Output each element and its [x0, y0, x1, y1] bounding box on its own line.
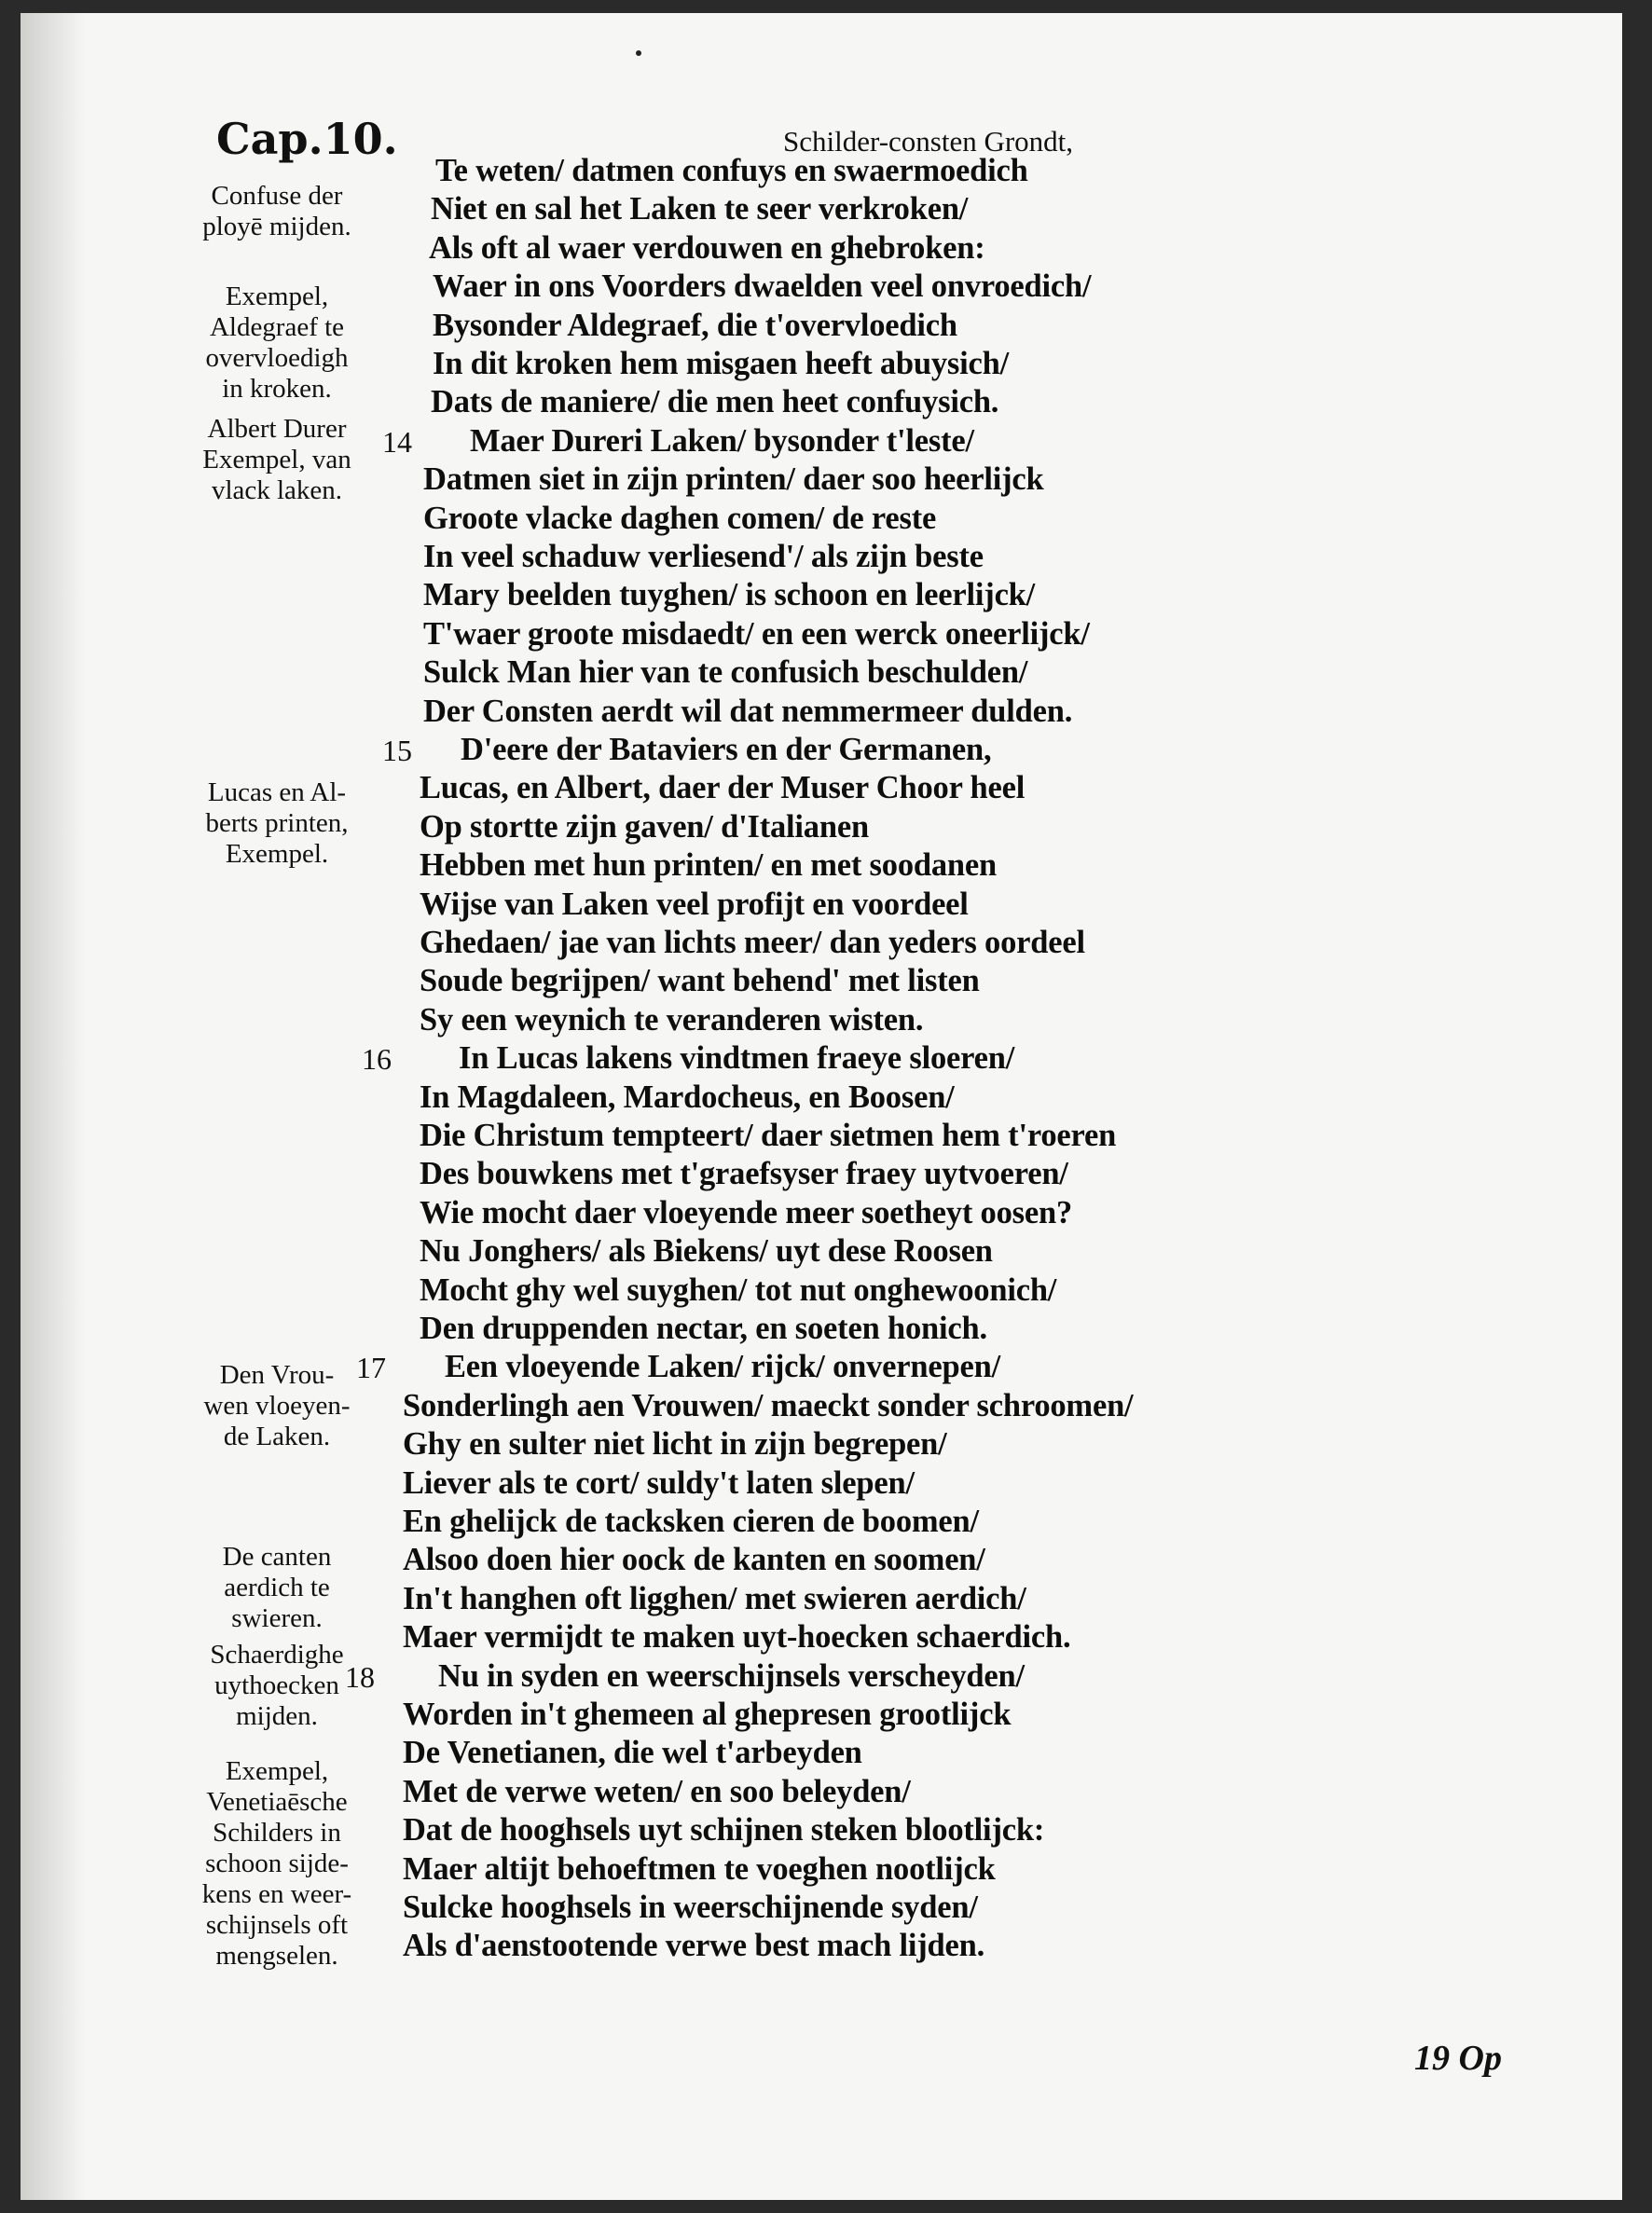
verse-line: Hebben met hun printen/ en met soodanen [420, 847, 998, 884]
margin-note-line: Schaerdighe [210, 1640, 344, 1670]
margin-note-line: in kroken. [222, 374, 332, 404]
margin-note [160, 1360, 393, 1452]
page-gutter-shadow [21, 13, 86, 2200]
verse-line: Wie mocht daer vloeyende meer soetheyt oosen? [420, 1194, 1073, 1230]
margin-note [160, 1640, 393, 1732]
verse-line: Op stortte zijn gaven/ d'Italianen [420, 808, 869, 845]
verse-line: Maer altijt behoeftmen te voeghen nootlijck [403, 1850, 996, 1887]
verse-line: Met de verwe weten/ en soo beleyden/ [403, 1773, 911, 1809]
margin-note-line: Exempel. [225, 839, 329, 869]
verse-line: T'waer groote misdaedt/ en een werck oneerlijck/ [423, 615, 1090, 652]
running-title: Schilder-consten Grondt, [783, 125, 1074, 158]
verse-line: Der Consten aerdt wil dat nemmermeer dulden. [423, 693, 1073, 729]
verse-line: Te weten/ datmen confuys en swaermoedich [435, 153, 1028, 188]
book-page [21, 13, 1622, 2200]
verse-line: Die Christum tempteert/ daer sietmen hem t'roeren [420, 1118, 1117, 1153]
margin-note-line: Exempel, [225, 1756, 329, 1786]
verse-line: Als oft al waer verdouwen en ghebroken: [429, 229, 985, 266]
verse-line: Waer in ons Voorders dwaelden veel onvroedich/ [433, 268, 1092, 305]
verse-line: Den druppenden nectar, en soeten honich. [420, 1311, 987, 1346]
verse-line: In Magdaleen, Mardocheus, en Boosen/ [420, 1079, 955, 1115]
margin-note-line: wen vloeyen- [203, 1391, 351, 1421]
margin-note-line: swieren. [231, 1603, 323, 1633]
margin-note-line: schijnsels oft [205, 1910, 349, 1940]
margin-note-line: Albert Durer [207, 414, 347, 444]
verse-line: Maer vermijdt te maken uyt-hoecken schaerdich. [403, 1619, 1071, 1656]
margin-note-line: uythoecken [214, 1670, 339, 1700]
verse-line: Soude begrijpen/ want behend' met listen [420, 963, 980, 999]
verse-line: Sulck Man hier van te confusich beschulden/ [423, 654, 1028, 691]
verse-line: Dat de hooghsels uyt schijnen steken blootlijck: [403, 1812, 1045, 1849]
margin-note [160, 282, 393, 405]
verse-line: Sulcke hooghsels in weerschijnende syden/ [403, 1890, 978, 1925]
verse-line: Sy een weynich te veranderen wisten. [420, 1001, 924, 1038]
verse-line: Mary beelden tuyghen/ is schoon en leerlijck/ [423, 577, 1036, 613]
stanza-number: 17 [356, 1351, 386, 1385]
stanza-number: 15 [382, 734, 412, 767]
verse-line: Sonderlingh aen Vrouwen/ maeckt sonder schroomen/ [403, 1387, 1134, 1423]
margin-note [160, 181, 393, 242]
verse-line: Lucas, en Albert, daer der Muser Choor heel [420, 770, 1026, 806]
verse-line: Datmen siet in zijn printen/ daer soo heerlijck [423, 461, 1044, 498]
margin-note [160, 1542, 393, 1634]
verse-line: Een vloeyende Laken/ rijck/ onvernepen/ [445, 1349, 1000, 1385]
verse-line: Nu Jonghers/ als Biekens/ uyt dese Roosen [420, 1233, 993, 1270]
margin-note-line: overvloedigh [205, 343, 349, 373]
verse-line: Nu in syden en weerschijnsels verscheyden/ [438, 1657, 1025, 1694]
margin-note-line: mengselen. [215, 1941, 338, 1971]
stanza-number: 18 [345, 1659, 375, 1694]
verse-line: In dit kroken hem misgaen heeft abuysich/ [433, 346, 1009, 381]
verse-line: Mocht ghy wel suyghen/ tot nut onghewoonich/ [420, 1271, 1057, 1308]
catchword: 19 Op [1414, 2039, 1502, 2078]
verse-line: Dats de maniere/ die men heet confuysich. [431, 384, 999, 420]
verse-line: Maer Dureri Laken/ bysonder t'leste/ [470, 422, 974, 459]
margin-note-line: berts printen, [205, 808, 349, 838]
margin-note-line: ployē mijden. [202, 212, 351, 241]
verse-line: Worden in't ghemeen al ghepresen grootlijck [403, 1697, 1012, 1732]
verse-line: Bysonder Aldegraef, die t'overvloedich [433, 307, 957, 343]
ink-speck [636, 50, 641, 56]
margin-note-line: schoon sijde- [205, 1849, 349, 1878]
verse-line: En ghelijck de tacksken cieren de boomen/ [403, 1504, 979, 1539]
margin-note-line: Lucas en Al- [207, 777, 347, 807]
margin-note-line: Schilders in [213, 1818, 341, 1848]
margin-note-line: aerdich te [224, 1573, 330, 1602]
verse-line: Ghy en sulter niet licht in zijn begrepen/ [403, 1426, 947, 1463]
verse-line: In't hanghen oft ligghen/ met swieren aerdich/ [403, 1580, 1026, 1616]
margin-note-line: Venetiaēsche [206, 1787, 348, 1817]
verse-line: De Venetianen, die wel t'arbeyden [403, 1735, 862, 1771]
verse-line: In Lucas lakens vindtmen fraeye sloeren/ [459, 1040, 1015, 1077]
verse-line: Alsoo doen hier oock de kanten en soomen/ [403, 1542, 985, 1578]
margin-note-line: Exempel, [225, 282, 329, 311]
verse-line: D'eere der Bataviers en der Germanen, [461, 732, 992, 767]
verse-line: Liever als te cort/ suldy't laten slepen/ [403, 1464, 915, 1501]
verse-line: Wijse van Laken veel profijt en voordeel [420, 886, 969, 922]
stanza-number: 16 [362, 1042, 392, 1077]
verse-line: Ghedaen/ jae van lichts meer/ dan yeders oordeel [420, 925, 1085, 960]
verse-line: Des bouwkens met t'graefsyser fraey uytvoeren/ [420, 1156, 1068, 1192]
margin-note [160, 777, 393, 870]
verse-line: Groote vlacke daghen comen/ de reste [423, 500, 937, 536]
margin-note-line: Exempel, van [202, 445, 351, 474]
margin-note-line: Den Vrou- [219, 1360, 335, 1390]
margin-note-line: kens en weer- [201, 1879, 352, 1909]
margin-note [160, 1756, 393, 1972]
margin-note-line: vlack laken. [211, 475, 343, 505]
verse-line: Niet en sal het Laken te seer verkroken/ [431, 191, 969, 227]
verse-line: Als d'aenstootende verwe best mach lijden. [403, 1928, 985, 1964]
margin-note-line: De canten [222, 1542, 332, 1572]
verse-line: In veel schaduw verliesend'/ als zijn beste [423, 539, 984, 574]
margin-note [160, 414, 393, 506]
stanza-number: 14 [382, 424, 412, 459]
chapter-heading: Cap.10. [216, 114, 398, 164]
margin-note-line: mijden. [236, 1701, 318, 1731]
margin-note-line: de Laken. [223, 1422, 331, 1451]
margin-note-line: Confuse der [211, 181, 343, 211]
margin-note-line: Aldegraef te [209, 312, 345, 342]
